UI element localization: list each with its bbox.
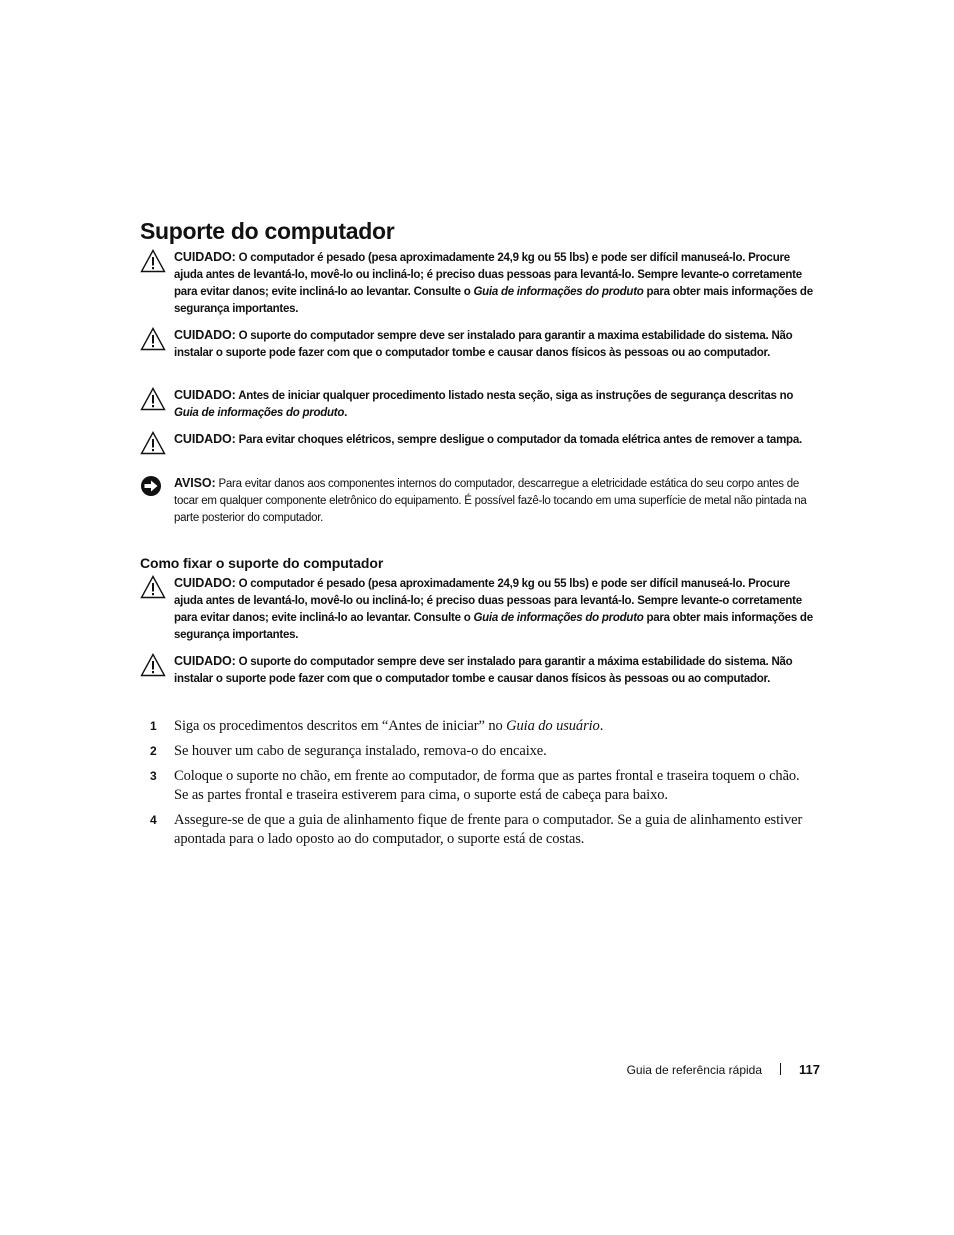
step-number: 3 [150,769,157,783]
step-text [174,717,820,736]
step-text [174,767,820,805]
notice-body: O suporte do computador sempre deve ser instalado para garantir a maxima estabilidade do sistema. Não instalar o suporte pode fazer com que o computador tombe e causar danos físicos às pessoas ou ao computador. [174,330,793,359]
step-number: 1 [150,719,157,733]
section-title: Como fixar o suporte do computador [140,555,384,571]
notice-label: CUIDADO: [174,654,236,668]
notice-arrow-icon [140,475,166,499]
notice-body: O computador é pesado (pesa aproximadamente 24,9 kg ou 55 lbs) e pode ser difícil manuseá-lo. Procure ajuda antes de levantá-lo, movê-lo ou incliná-lo; é preciso duas pessoas para levantá-lo. Sempre levante-o corretamente para evitar danos; evite incliná-lo ao levantar. Consulte o [174,578,802,624]
step-body: Coloque o suporte no chão, em frente ao computador, de forma que as partes frontal e traseira toquem o chão. [174,768,800,784]
warning-triangle-icon [140,327,166,351]
page-number: 117 [799,1062,820,1077]
step-number: 2 [150,744,157,758]
page-footer [627,1061,820,1079]
notice-label: CUIDADO: [174,388,236,402]
footer-title: Guia de referência rápida [626,1063,763,1077]
notice-text [174,653,816,688]
notice-text [174,575,816,644]
notice-body: Antes de iniciar qualquer procedimento listado nesta seção, siga as instruções de segurança descritas no [235,390,794,402]
step-body-end: . [599,718,604,734]
caution-notice-stand-section [140,653,816,688]
notice-text [174,475,816,527]
notice-body: Para evitar choques elétricos, sempre desligue o computador da tomada elétrica antes de remover a tampa. [235,434,802,446]
notice-body-end: . [344,407,348,419]
warning-triangle-icon [140,575,166,599]
steps-list [140,717,820,855]
notice-label: AVISO: [174,476,216,490]
warning-triangle-icon [140,387,166,411]
step-item [140,767,820,805]
caution-notice-weight-section [140,575,816,644]
step-text [174,811,820,849]
page-title: Suporte do computador [140,218,395,244]
notice-label: CUIDADO: [174,328,236,342]
step-item [140,742,820,761]
aviso-notice-static [140,475,816,527]
step-body: Se houver um cabo de segurança instalado, remova-o do encaixe. [174,743,547,759]
step-item [140,811,820,849]
notice-label: CUIDADO: [174,250,236,264]
notice-text [174,249,816,318]
notice-body: O suporte do computador sempre deve ser instalado para garantir a máxima estabilidade do sistema. Não instalar o suporte pode fazer com que o computador tombe e causar danos físicos às pessoas ou ao computador. [174,656,793,685]
notice-label: CUIDADO: [174,576,236,590]
footer-divider [780,1063,781,1075]
notice-body-end: para obter mais informações de segurança importantes. [174,612,813,641]
notice-reference: Guia de informações do produto [473,286,644,298]
notice-body: O computador é pesado (pesa aproximadamente 24,9 kg ou 55 lbs) e pode ser difícil manuseá-lo. Procure ajuda antes de levantá-lo, movê-lo ou incliná-lo; é preciso duas pessoas para levantá-lo. Sempre levante-o corretamente para evitar danos; evite incliná-lo ao levantar. Consulte o [174,252,802,298]
step-body: Assegure-se de que a guia de alinhamento fique de frente para o computador. Se a guia de alinhamento estiver apontada para o lado oposto ao do computador, o suporte está de costas. [174,812,803,847]
step-text [174,742,820,761]
notice-text [174,327,816,362]
warning-triangle-icon [140,249,166,273]
caution-notice-safety [140,387,816,422]
notice-text [174,387,816,422]
caution-notice-electric [140,431,816,449]
step-note: Se as partes frontal e traseira estiverem para cima, o suporte está de cabeça para baixo. [174,787,668,803]
caution-notice-weight [140,249,816,318]
step-body: Siga os procedimentos descritos em “Antes de iniciar” no [174,718,507,734]
caution-notice-stand [140,327,816,362]
warning-triangle-icon [140,653,166,677]
notice-text [174,431,816,449]
step-item [140,717,820,736]
notice-label: CUIDADO: [174,432,236,446]
notice-body-end: para obter mais informações de segurança importantes. [174,286,813,315]
step-number: 4 [150,813,157,827]
warning-triangle-icon [140,431,166,455]
notice-reference: Guia de informações do produto [174,407,345,419]
notice-reference: Guia de informações do produto [473,612,644,624]
notice-body: Para evitar danos aos componentes internos do computador, descarregue a eletricidade estática do seu corpo antes de tocar em qualquer componente eletrônico do equipamento. É possível fazê-lo tocando em uma superfície de metal não pintada na parte posterior do computador. [174,478,807,524]
step-reference: Guia do usuário [506,718,600,734]
